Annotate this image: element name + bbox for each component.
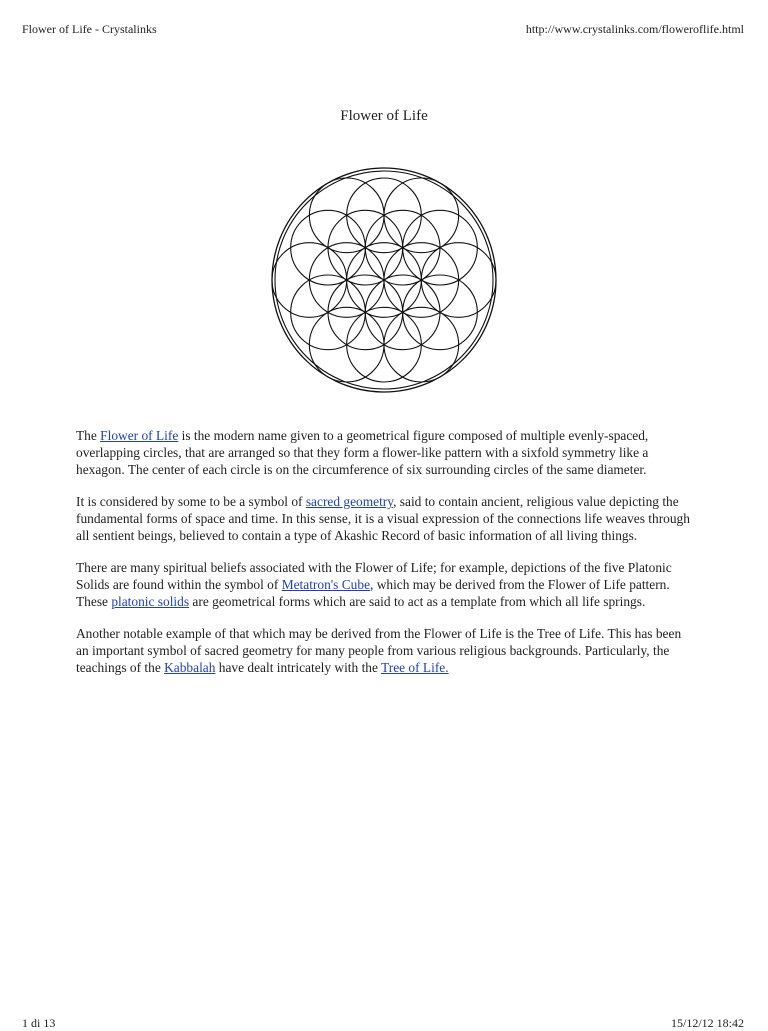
flower-of-life-icon	[268, 164, 500, 396]
paragraph-sacred-geometry: It is considered by some to be a symbol of sacred geometry, said to contain ancient, religious value depicting the fundamental forms of space and time. In this sense, it is a visual expression of the connections life weaves through all sentient beings, believed to contain a type of Akashic Record of basic information of all living things.	[76, 494, 690, 543]
header-page-title: Flower of Life - Crystalinks	[22, 22, 157, 36]
link-metatrons-cube[interactable]: Metatron's Cube	[281, 577, 371, 592]
paragraph-tree-of-life: Another notable example of that which may be derived from the Flower of Life is the Tree of Life. This has been an important symbol of sacred geometry for many people from various religious backgrounds. Particularly, the teachings of the Kabbalah have dealt intricately with the Tree of Life.	[76, 626, 682, 675]
footer-page-count: 1 di 13	[22, 1016, 56, 1030]
article-body	[76, 427, 694, 691]
print-footer	[22, 1016, 744, 1028]
header-url: http://www.crystalinks.com/floweroflife.html	[525, 22, 744, 36]
paragraph-intro: The Flower of Life is the modern name given to a geometrical figure composed of multiple evenly-spaced, overlapping circles, that are arranged so that they form a flower-like pattern with a sixfold symmetry like a hexagon. The center of each circle is on the circumference of six surrounding circles of the same diameter.	[76, 428, 649, 477]
page-title: Flower of Life	[340, 108, 428, 124]
link-platonic-solids[interactable]: platonic solids	[111, 594, 190, 609]
footer-timestamp: 15/12/12 18:42	[670, 1016, 744, 1030]
print-header	[22, 22, 744, 38]
link-sacred-geometry[interactable]: sacred geometry	[305, 494, 394, 509]
paragraph-platonic-solids: There are many spiritual beliefs associated with the Flower of Life; for example, depictions of the five Platonic Solids are found within the symbol of Metatron's Cube, which may be derived from the Flower of Life pattern. These platonic solids are geometrical forms which are said to act as a template from which all life springs.	[76, 560, 672, 609]
link-flower-of-life[interactable]: Flower of Life	[100, 428, 179, 443]
link-kabbalah[interactable]: Kabbalah	[164, 660, 216, 675]
link-tree-of-life[interactable]: Tree of Life.	[381, 660, 449, 675]
